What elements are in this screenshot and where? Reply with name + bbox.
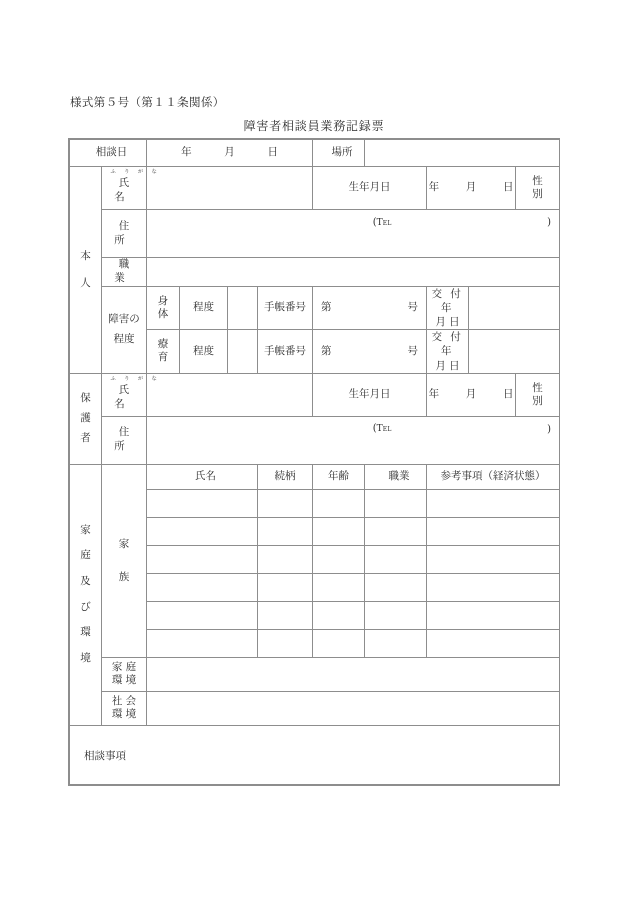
family-cell-name[interactable] [147,573,258,601]
disability-degree-label: 障害の 程度 [102,286,147,373]
guardian-address-label: 住所 [102,416,147,464]
family-cell-age[interactable] [313,545,365,573]
guardian-name-row [70,373,560,416]
physical-booklet-number[interactable] [313,286,427,330]
guardian-tel-paren-close: ) [547,424,551,436]
family-cell-name[interactable] [147,629,258,657]
person-address-label: 住所 [102,210,147,258]
social-environment-value[interactable] [147,691,560,725]
guardian-birth-year-label: 年 [428,387,440,400]
month-label: 月 [224,146,235,159]
family-cell-occupation[interactable] [365,545,427,573]
family-cell-age[interactable] [313,629,365,657]
therapy-degree-label: 程度 [180,330,228,374]
birth-day-label: 日 [502,181,514,194]
family-col-header-notes: 参考事項（経済状態） [427,464,560,489]
consultation-matters-row [70,725,560,784]
guardian-address-row [70,416,560,464]
person-address-value[interactable] [147,210,560,258]
therapy-number-prefix: 第 [321,344,332,357]
family-cell-occupation[interactable] [365,601,427,629]
home-environment-value[interactable] [147,657,560,691]
person-occupation-row [70,258,560,287]
page-title: 障害者相談員業務記録票 [243,119,385,133]
family-cell-name[interactable] [147,517,258,545]
family-cell-name[interactable] [147,489,258,517]
year-label: 年 [181,146,192,159]
day-label: 日 [267,146,278,159]
consultation-matters-label: 相談事項 [84,750,126,763]
social-environment-row [70,691,560,725]
place-label: 場所 [313,140,365,167]
guardian-birth-month-label: 月 [465,387,477,400]
guardian-tel-label: (Tel [372,423,392,435]
family-cell-age[interactable] [313,573,365,601]
family-cell-relation[interactable] [258,517,313,545]
consultation-matters-cell[interactable] [70,725,560,784]
family-cell-relation[interactable] [258,573,313,601]
therapy-booklet-number[interactable] [313,330,427,374]
guardian-address-value[interactable] [147,416,560,464]
birth-month-label: 月 [465,181,477,194]
person-name-row [70,167,560,210]
family-cell-relation[interactable] [258,489,313,517]
family-cell-relation[interactable] [258,601,313,629]
social-environment-label-l2: 環 境 [111,708,137,721]
home-environment-row [70,657,560,691]
family-col-header-name: 氏名 [147,464,258,489]
disability-physical-row [70,286,560,330]
therapy-booklet-label: 手帳番号 [258,330,313,374]
furigana-ruby: ふり​がな [110,169,166,176]
physical-issue-label-l2: 月 日 [435,316,460,329]
guardian-birth-day-label: 日 [502,387,514,400]
person-tel-paren-close: ) [547,217,551,229]
social-environment-label-l1: 社 会 [111,695,137,708]
birth-year-label: 年 [428,181,440,194]
family-cell-occupation[interactable] [365,629,427,657]
physical-issue-label-l1: 交 付 年 [431,287,464,314]
physical-issue-value[interactable] [469,286,560,330]
therapy-issue-label-l1: 交 付 年 [431,331,464,358]
consultation-date-field[interactable] [147,140,313,167]
physical-issue-label [427,286,469,330]
person-address-row [70,210,560,258]
disability-type-physical: 身 体 [147,286,180,330]
physical-degree-label: 程度 [180,286,228,330]
family-cell-relation[interactable] [258,629,313,657]
family-cell-age[interactable] [313,489,365,517]
family-cell-age[interactable] [313,601,365,629]
guardian-birthdate-label: 生年月日 [313,373,427,416]
family-cell-relation[interactable] [258,545,313,573]
person-occupation-label: 職業 [102,258,147,287]
family-col-header-age: 年齢 [313,464,365,489]
family-cell-notes[interactable] [427,517,560,545]
physical-degree-value[interactable] [228,286,258,330]
disability-type-therapy: 療 育 [147,330,180,374]
household-section-label: 家 庭 及 び 環 境 [70,464,102,725]
family-cell-notes[interactable] [427,601,560,629]
form-table-frame [68,138,560,786]
therapy-issue-label-l2: 月 日 [435,359,460,372]
family-cell-occupation[interactable] [365,489,427,517]
therapy-degree-value[interactable] [228,330,258,374]
person-section-label: 本 人 [70,167,102,374]
place-value[interactable] [365,140,560,167]
therapy-issue-label [427,330,469,374]
form-table [69,139,560,785]
person-birthdate-value[interactable] [427,167,516,210]
family-cell-name[interactable] [147,601,258,629]
guardian-furigana-ruby: ふり​がな [110,375,166,382]
person-name-value[interactable] [147,167,313,210]
family-col-header-occupation: 職業 [365,464,427,489]
home-environment-label-l1: 家 庭 [111,661,137,674]
family-label: 家 族 [102,464,147,657]
family-cell-occupation[interactable] [365,573,427,601]
consultation-date-row [70,140,560,167]
person-tel-label: (Tel [372,216,392,228]
family-cell-notes[interactable] [427,489,560,517]
person-birthdate-label: 生年月日 [313,167,427,210]
guardian-gender-label: 性 別 [516,373,560,416]
family-cell-notes[interactable] [427,573,560,601]
guardian-name-label: ふり​がな 氏名 [102,373,147,416]
guardian-name-value[interactable] [147,373,313,416]
family-cell-notes[interactable] [427,629,560,657]
family-cell-name[interactable] [147,545,258,573]
physical-booklet-label: 手帳番号 [258,286,313,330]
guardian-birthdate-value[interactable] [427,373,516,416]
consultation-date-label: 相談日 [70,140,147,167]
person-occupation-value[interactable] [147,258,560,287]
family-cell-occupation[interactable] [365,517,427,545]
guardian-section-label: 保 護 者 [70,373,102,464]
family-header-row [70,464,560,489]
physical-number-prefix: 第 [321,301,332,314]
home-environment-label-l2: 環 境 [111,674,137,687]
family-cell-notes[interactable] [427,545,560,573]
therapy-number-suffix: 号 [407,344,418,357]
physical-number-suffix: 号 [407,301,418,314]
form-code: 様式第５号（第１１条関係） [70,95,225,109]
family-cell-age[interactable] [313,517,365,545]
family-col-header-relation: 続柄 [258,464,313,489]
person-gender-label: 性 別 [516,167,560,210]
person-name-label: ふり​がな 氏名 [102,167,147,210]
home-environment-label [102,657,147,691]
social-environment-label [102,691,147,725]
therapy-issue-value[interactable] [469,330,560,374]
